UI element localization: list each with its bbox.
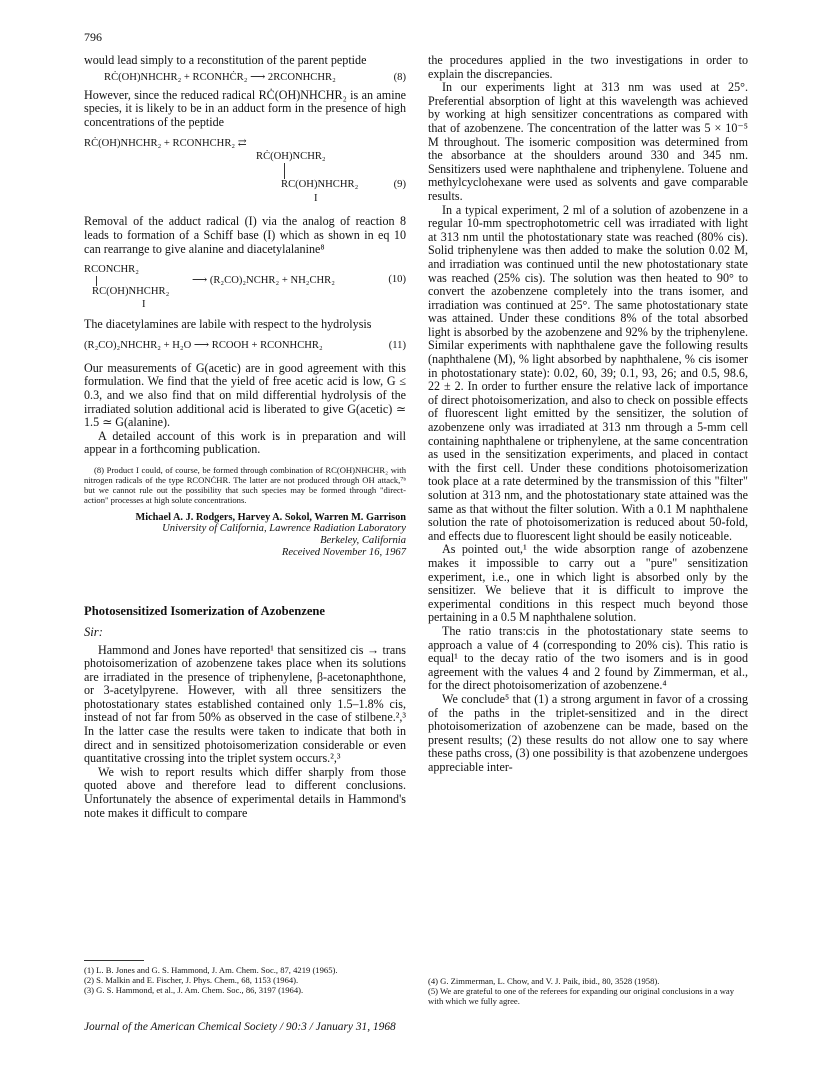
paragraph: However, since the reduced radical RĊ(OH)NHCHR₂ is an amine species, it is likely to be in an adduct form in the presence of high concentrations of the peptide (84, 87, 406, 129)
bond-line (284, 163, 285, 179)
paragraph: As pointed out,¹ the wide absorption range of azobenzene makes it impossible to carry out a "pure" sensitization experiment, i.e., one in which light is absorbed only by the sensitizer. We believe that it is difficult to improve the experimental conditions in this respect much beyond those pertaining in a 0.5 M naphthalene solution. (428, 542, 748, 625)
equation-line: RC(OH)NHCHR₂ (92, 286, 170, 298)
salutation: Sir: (84, 624, 103, 639)
footnote-rule (84, 960, 144, 961)
equation-line: RĊ(OH)NCHR₂ (256, 151, 326, 163)
equation-number: (9) (393, 179, 406, 191)
equation-number: (8) (393, 71, 406, 83)
journal-footer: Journal of the American Chemical Society / 90:3 / January 31, 1968 (84, 1021, 396, 1033)
received-date: Received November 16, 1967 (281, 547, 406, 559)
footnotes-left (84, 965, 406, 995)
right-column (428, 54, 748, 774)
compound-label: I (142, 299, 146, 311)
footnotes-right (428, 976, 748, 1006)
equation-10 (84, 262, 406, 312)
paragraph: Hammond and Jones have reported¹ that sensitized cis → trans photoisomerization of azobenzene takes place when its solutions are irradiated in the presence of triphenylene, β-acetonaphthone, or 3-acetylpyrene. However, with all three sensitizers the photostationary states established contained only 1.5–1.8% cis, instead of not far from 50% as observed in the case of stilbene.²,³ In the latter case the results were taken to indicate that both in direct and in sensitized photoisomerization considerable or even quantitative crossing into the triplet system occurs.²,³ (84, 642, 406, 766)
equation-9 (84, 135, 406, 209)
paragraph: In a typical experiment, 2 ml of a solution of azobenzene in a regular 10-mm spectrophotometric cell was irradiated with light at 313 nm until the photostationary state was reached (80% cis). Solid triphenylene was then added to make the solution 0.02 M, and irradiation was continued until the new photostationary state was reached (25% cis). The solution was then heated to 90° to convert the azobenzene completely into the trans isomer, and irradiation was continued at 25°. The same photostationary state was attained. Under these conditions 8% of the total absorbed light is absorbed by the azobenzene and 92% by the triphenylene. Similar experiments with naphthalene gave the following results (naphthalene (M), % light absorbed by naphthalene, % cis isomer in photostationary state): 0.02, 60, 39; 0.1, 93, 26; and 0.5, 98.6, 22 ± 2. In order to further ensure the relative lack of importance of direct photoisomerization, and also to check on possible effects of fluorescent light emitted by the sensitizer, the solution of azobenzene only was irradiated at 313 nm through a 5-mm cell containing naphthalene or triphenylene, at the same concentration as used in the sensitization experiments, and placed in contact with the first cell. Under these conditions photoisomerization took place at a rate determined by the transmission of this "filter" solution at 313 nm, and the photostationary state attained was the same as that without the filter solution. With a 0.1 M naphthalene solution the rate of photoisomerization is reduced about 50-fold, and effects due to fluorescent light should be easily noticeable. (428, 202, 748, 543)
equation-text: (R₂CO)₂NHCHR₂ + H₂O ⟶ RCOOH + RCONHCHR₂ (84, 339, 323, 351)
equation-number: (11) (388, 339, 406, 351)
equation-line: RĊ(OH)NHCHR₂ + RCONHCHR₂ ⇄ (84, 138, 247, 150)
footnote: (5) We are grateful to one of the referees for expanding our original conclusions in a way with which we fully agree. (428, 986, 735, 1006)
paragraph: The diacetylamines are labile with respect to the hydrolysis (84, 317, 372, 332)
paragraph: The ratio trans:cis in the photostationary state seems to approach a value of 4 (corresponding to 20% cis). This ratio is equal¹ to the decay ratio of the two isomers and is in good agreement with the values 4 and 2 found by Zimmerman, et al., for the direct photoisomerization of azobenzene.⁴ (428, 623, 748, 693)
left-column (84, 54, 406, 820)
affiliation-city: Berkeley, California (320, 535, 406, 547)
footnote: (3) G. S. Hammond, et al., J. Am. Chem. Soc., 86, 3197 (1964). (84, 985, 304, 995)
affiliation: University of California, Lawrence Radiation Laboratory (162, 522, 406, 534)
paragraph: Removal of the adduct radical (I) via the analog of reaction 8 leads to formation of a Schiff base (I) which as shown in eq 10 can rearrange to give alanine and diacetylalanine⁸ (84, 214, 406, 256)
paragraph: In our experiments light at 313 nm was used at 25°. Preferential absorption of light at this wavelength was achieved by working at high sensitizer concentrations as compared with that of azobenzene. The concentration of the latter was 5 × 10⁻⁵ M throughout. The isomeric composition was determined from the absorbance at the shoulders around 330 and 345 nm. Sensitizers used were naphthalene and triphenylene. Toluene and methylcyclohexane were used as solvents and gave comparable results. (428, 80, 748, 203)
footnote: (1) L. B. Jones and G. S. Hammond, J. Am. Chem. Soc., 87, 4219 (1965). (84, 965, 338, 975)
footnote: (2) S. Malkin and E. Fischer, J. Phys. Chem., 68, 1153 (1964). (84, 975, 299, 985)
equation-text: RĊ(OH)NHCHR₂ + RCONHĊR₂ ⟶ 2RCONHCHR₂ (104, 71, 336, 83)
paragraph: the procedures applied in the two investigations in order to explain the discrepancies. (428, 53, 748, 81)
paragraph: A detailed account of this work is in preparation and will appear in a forthcoming publication. (84, 428, 406, 457)
equation-text: ⟶ (R₂CO)₂NCHR₂ + NH₂CHR₂ (192, 275, 335, 287)
paragraph: We wish to report results which differ sharply from those quoted above and therefore lead to different conclusions. Unfortunately the absence of experimental details in Hammond's note makes it difficult to compare (84, 764, 406, 820)
author-list: Michael A. J. Rodgers, Harvey A. Sokol, Warren M. Garrison (135, 511, 406, 523)
equation-11 (84, 340, 406, 352)
equation-8 (84, 72, 406, 84)
paragraph: Our measurements of G(acetic) are in good agreement with this formulation. We find that the yield of free acetic acid is low, G ≤ 0.3, and we also find that on mild differential hydrolysis of the irradiated solution additional acid is liberated to give G(acetic) ≃ 1.5 ≃ G(alanine). (84, 360, 406, 430)
bond-line (96, 276, 97, 286)
page-number: 796 (84, 30, 102, 44)
paragraph: We conclude⁵ that (1) a strong argument in favor of a crossing of the paths in the triplet-sensitized and in the direct photoisomerization of azobenzene can be made, based on the present results; (2) these results do not allow one to say where these paths cross, (3) one possibility is that azobenzene undergoes appreciable inter- (428, 691, 748, 774)
compound-label: I (314, 193, 318, 205)
footnote: (4) G. Zimmerman, L. Chow, and V. J. Paik, ibid., 80, 3528 (1958). (428, 976, 660, 986)
footnote: (8) Product I could, of course, be formed through combination of RC(OH)NHCHR₂ with nitrogen radicals of the type RCONĊHR. The latter are not produced through OH attack,⁷ᵇ but we cannot rule out the possibility that such species may be formed through "direct-action" processes at high solute concentrations. (84, 464, 406, 505)
equation-line: RCONCHR₂ (84, 264, 139, 276)
equation-number: (10) (388, 274, 406, 286)
article-title: Photosensitized Isomerization of Azobenzene (84, 603, 325, 618)
paragraph: would lead simply to a reconstitution of the parent peptide (84, 53, 367, 67)
equation-line: RC(OH)NHCHR₂ (281, 179, 359, 191)
